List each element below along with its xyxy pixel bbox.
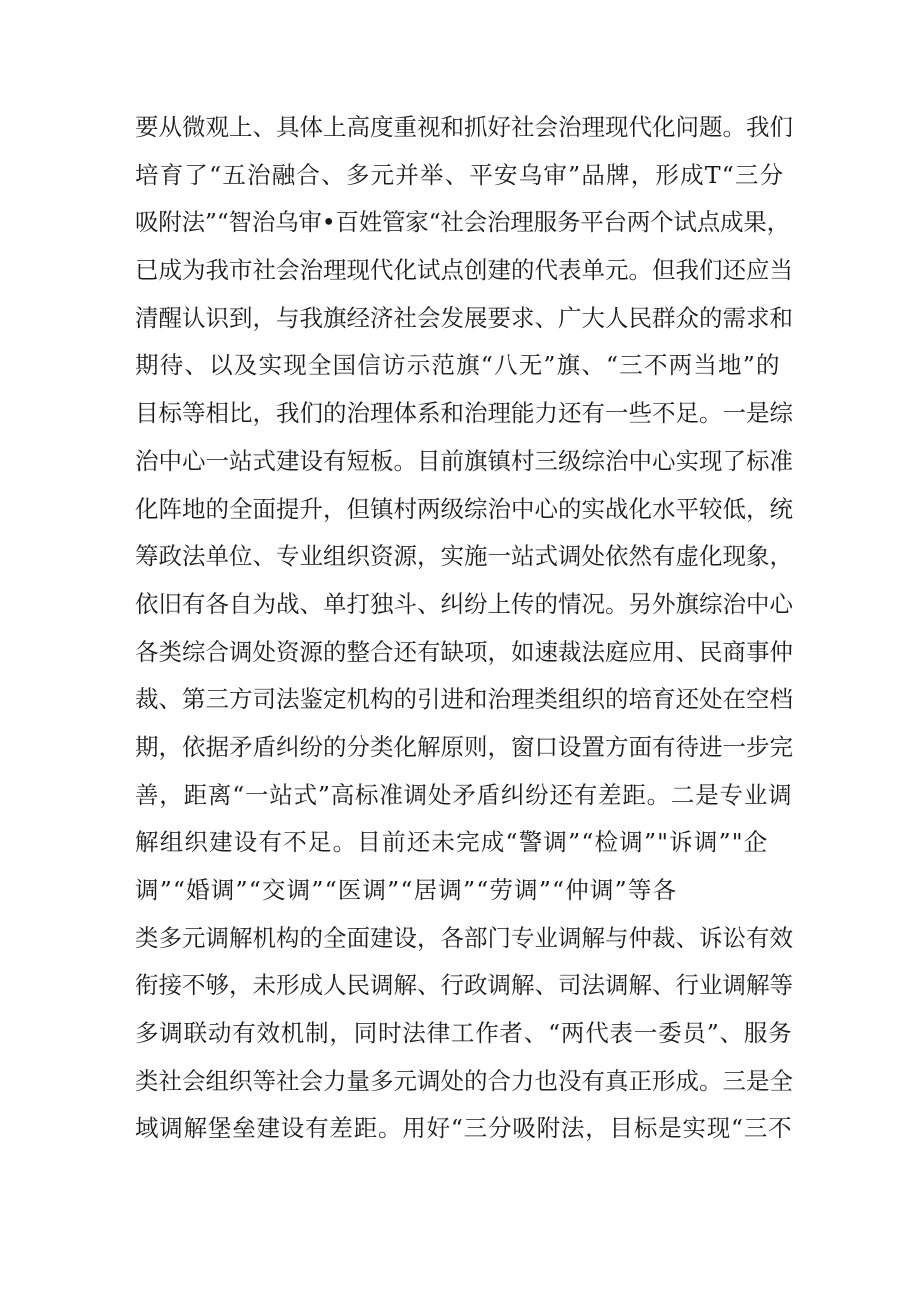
text-line-2: 培育了“五治融合、多元并举、平安乌审”品牌，形成T“三分 [135, 160, 785, 189]
text-line-21: 类社会组织等社会力量多元调处的合力也没有真正形成。三是全 [135, 1066, 793, 1095]
text-line-16: 解组织建设有不足。目前还未完成“警调”“检调”"诉调”"企 [135, 828, 769, 857]
text-line-4: 已成为我市社会治理现代化试点创建的代表单元。但我们还应当 [135, 256, 793, 285]
text-line-14: 期，依据矛盾纠纷的分类化解原则，窗口设置方面有待进一步完 [135, 732, 793, 761]
text-line-13: 裁、第三方司法鉴定机构的引进和治理类组织的培育还处在空档 [135, 685, 793, 714]
text-line-17: 调”“婚调”“交调”“医调”“居调”“劳调”“仲调”等各 [135, 876, 678, 904]
text-line-20: 多调联动有效机制，同时法律工作者、“两代表一委员”、服务 [135, 1019, 793, 1048]
body-text [135, 104, 795, 1153]
text-line-6: 期待、以及实现全国信访示范旗“八无”旗、“三不两当地”的 [135, 351, 781, 380]
text-line-1: 要从微观上、具体上高度重视和抓好社会治理现代化问题。我们 [135, 113, 793, 141]
text-line-15: 善，距离“一站式”高标准调处矛盾纠纷还有差距。二是专业调 [135, 780, 793, 809]
text-line-5: 清醒认识到，与我旗经济社会发展要求、广大人民群众的需求和 [135, 303, 793, 332]
text-line-12: 各类综合调处资源的整合还有缺项，如速裁法庭应用、民商事仲 [135, 637, 793, 666]
text-line-10: 筹政法单位、专业组织资源，实施一站式调处依然有虚化现象， [135, 542, 793, 571]
text-line-7: 目标等相比，我们的治理体系和治理能力还有一些不足。一是综 [135, 399, 793, 428]
text-line-19: 衔接不够，未形成人民调解、行政调解、司法调解、行业调解等 [135, 971, 793, 1000]
text-line-9: 化阵地的全面提升，但镇村两级综治中心的实战化水平较低，统 [135, 494, 793, 523]
text-line-3: 吸附法”“智治乌审•百姓管家“社会治理服务平台两个试点成果， [135, 208, 790, 237]
text-line-18: 类多元调解机构的全面建设，各部门专业调解与仲裁、诉讼有效 [135, 923, 793, 952]
text-line-11: 依旧有各自为战、单打独斗、纠纷上传的情况。另外旗综治中心 [135, 589, 793, 618]
text-line-22: 域调解堡垒建设有差距。用好“三分吸附法，目标是实现“三不 [135, 1114, 793, 1143]
text-line-8: 治中心一站式建设有短板。目前旗镇村三级综治中心实现了标准 [135, 446, 793, 475]
